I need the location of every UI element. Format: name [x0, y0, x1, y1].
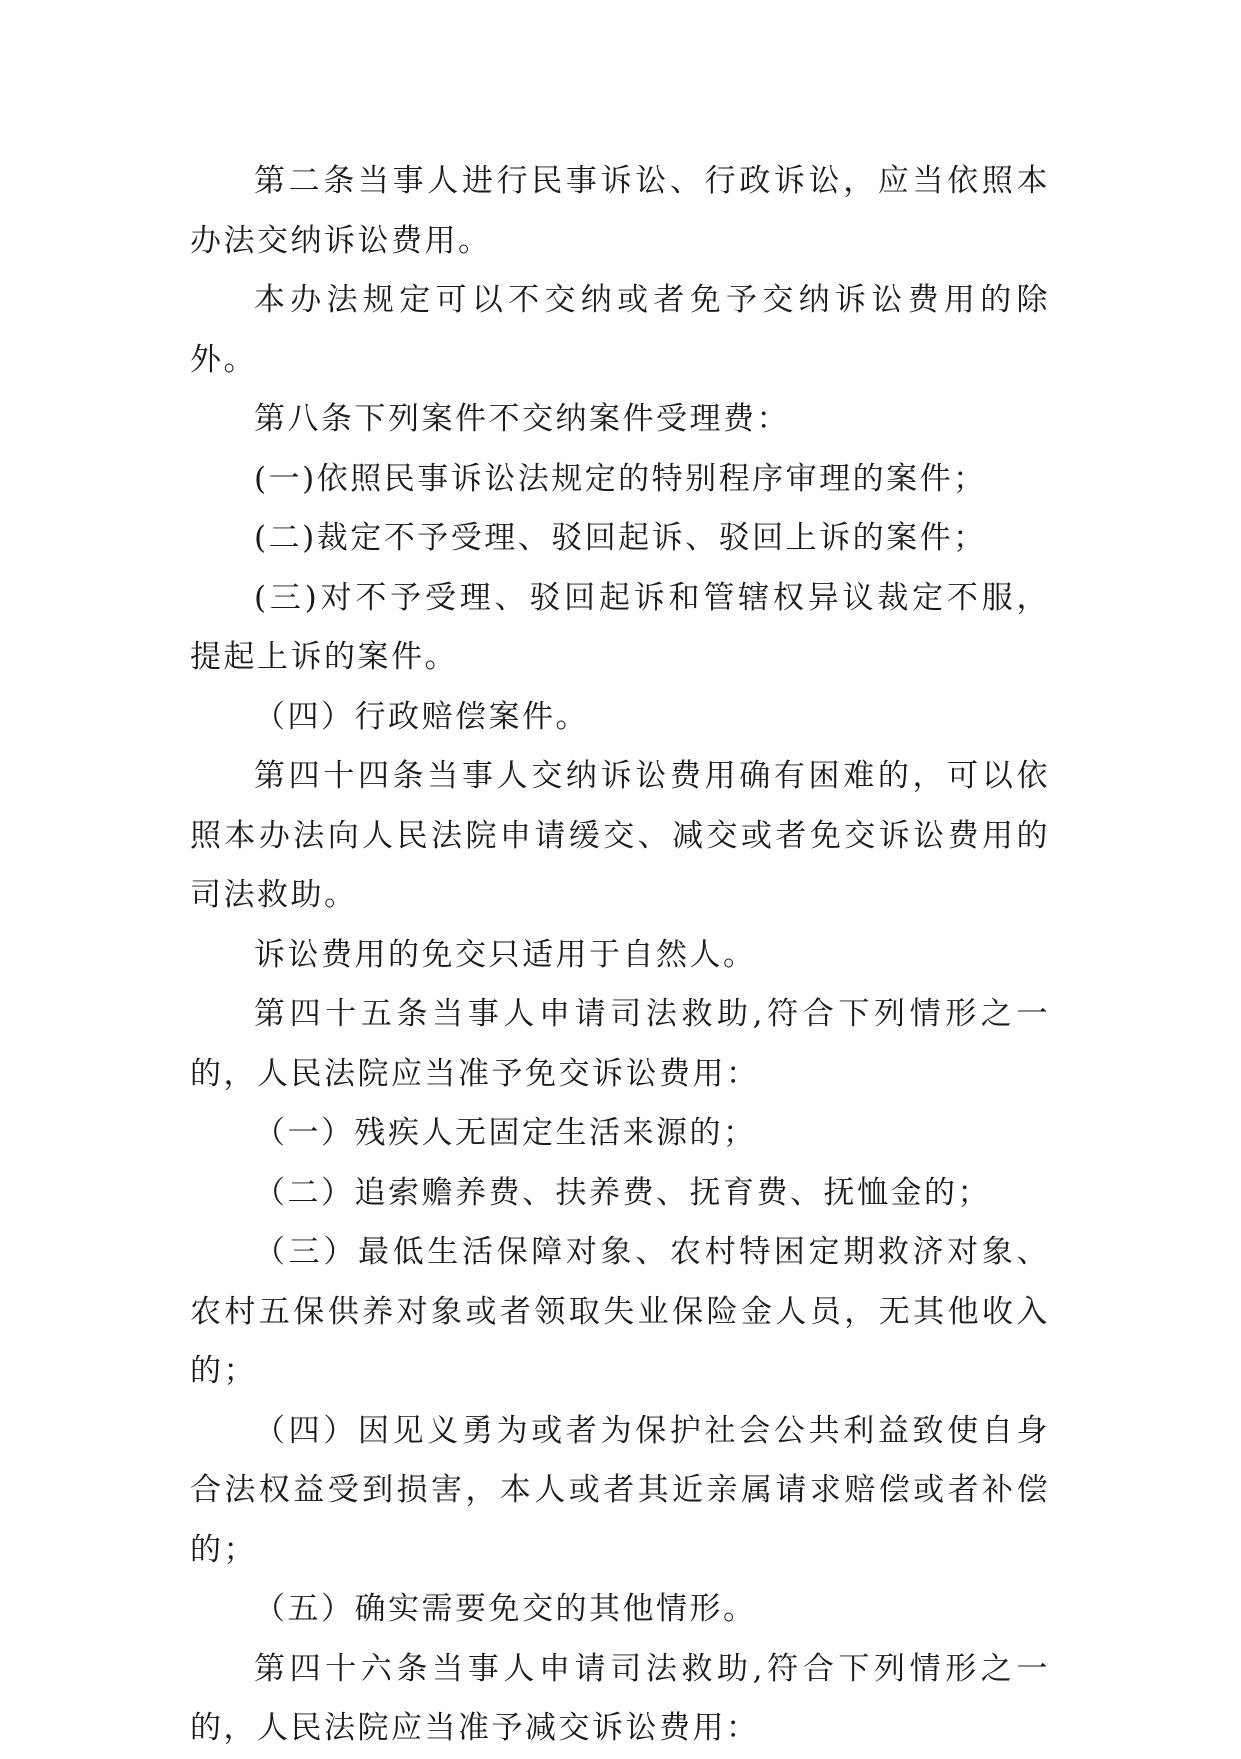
- paragraph-article-44: 第四十四条当事人交纳诉讼费用确有困难的，可以依照本办法向人民法院申请缓交、减交或者免交诉讼费用的司法救助。: [190, 758, 1050, 913]
- paragraph-article-2: 第二条当事人进行民事诉讼、行政诉讼，应当依照本办法交纳诉讼费用。: [190, 163, 1050, 259]
- paragraph-article-45-item-4: （四）因见义勇为或者为保护社会公共利益致使自身合法权益受到损害，本人或者其近亲属请求赔偿或者补偿的；: [190, 1412, 1050, 1568]
- document-body: [190, 152, 1050, 1759]
- paragraph-article-45-item-3: （三）最低生活保障对象、农村特困定期救济对象、农村五保供养对象或者领取失业保险金人员，无其他收入的；: [190, 1234, 1050, 1389]
- paragraph-article-46: 第四十六条当事人申请司法救助,符合下列情形之一的，人民法院应当准予减交诉讼费用：: [190, 1650, 1050, 1746]
- paragraph-article-45: 第四十五条当事人申请司法救助,符合下列情形之一的，人民法院应当准予免交诉讼费用：: [190, 996, 1050, 1092]
- paragraph-article-45-item-5: （五）确实需要免交的其他情形。: [254, 1591, 757, 1627]
- paragraph-article-8-item-1: (一)依照民事诉讼法规定的特别程序审理的案件；: [254, 460, 987, 497]
- paragraph-article-8: 第八条下列案件不交纳案件受理费：: [254, 401, 790, 437]
- paragraph-article-8-item-2: (二)裁定不予受理、驳回起诉、驳回上诉的案件；: [254, 520, 987, 556]
- paragraph-article-45-item-1: （一）残疾人无固定生活来源的；: [254, 1115, 757, 1151]
- paragraph-natural-person-note: 诉讼费用的免交只适用于自然人。: [254, 936, 757, 973]
- paragraph-article-8-item-3: (三)对不予受理、驳回起诉和管辖权异议裁定不服，提起上诉的案件。: [190, 579, 1050, 675]
- paragraph-article-45-item-2: （二）追索赡养费、扶养费、抚育费、抚恤金的；: [254, 1174, 991, 1211]
- paragraph-article-8-item-4: （四）行政赔偿案件。: [254, 698, 589, 735]
- paragraph-exemption-note: 本办法规定可以不交纳或者免予交纳诉讼费用的除外。: [190, 282, 1050, 378]
